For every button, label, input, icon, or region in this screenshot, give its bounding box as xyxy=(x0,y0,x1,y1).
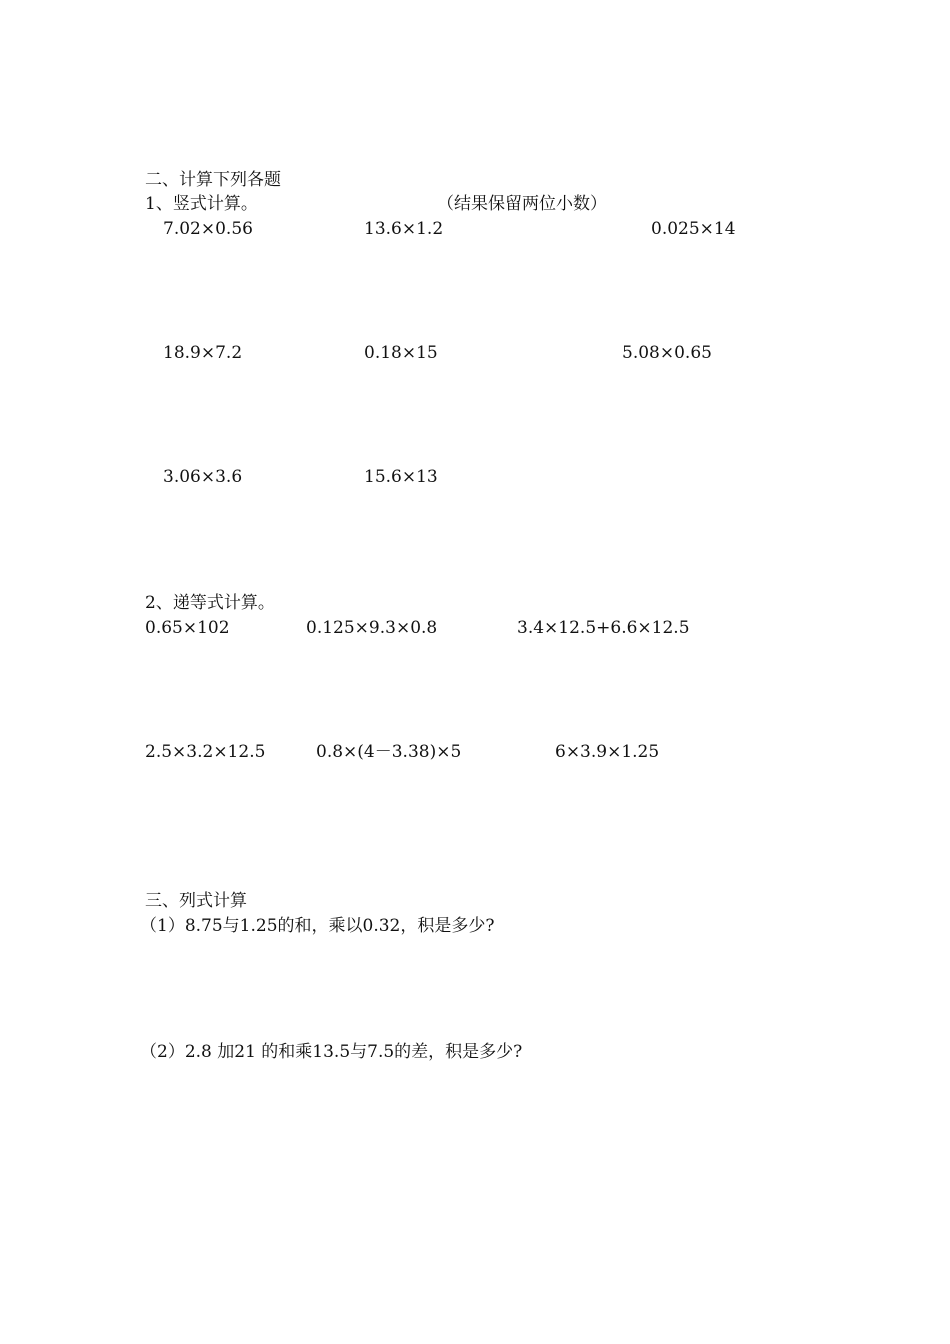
part-1-heading: 1、竖式计算。 xyxy=(145,194,258,214)
step-calc-problem: 0.65×102 xyxy=(145,618,230,638)
step-calc-problem: 6×3.9×1.25 xyxy=(555,742,660,762)
vertical-calc-problem: 15.6×13 xyxy=(364,467,438,487)
section-2-heading: 二、计算下列各题 xyxy=(145,170,281,190)
part-1-note: （结果保留两位小数） xyxy=(437,194,607,214)
step-calc-problem: 3.4×12.5+6.6×12.5 xyxy=(517,618,690,638)
part-2-heading: 2、递等式计算。 xyxy=(145,593,275,613)
section-3-heading: 三、列式计算 xyxy=(145,891,247,911)
vertical-calc-problem: 0.18×15 xyxy=(364,343,438,363)
vertical-calc-problem: 0.025×14 xyxy=(651,219,736,239)
vertical-calc-problem: 18.9×7.2 xyxy=(163,343,243,363)
vertical-calc-problem: 5.08×0.65 xyxy=(622,343,712,363)
step-calc-problem: 0.125×9.3×0.8 xyxy=(306,618,438,638)
vertical-calc-problem: 13.6×1.2 xyxy=(364,219,444,239)
step-calc-problem: 2.5×3.2×12.5 xyxy=(145,742,266,762)
vertical-calc-problem: 3.06×3.6 xyxy=(163,467,243,487)
step-calc-problem: 0.8×(4－3.38)×5 xyxy=(316,742,462,762)
word-problem: （2）2.8 加21 的和乘13.5与7.5的差，积是多少? xyxy=(140,1042,523,1062)
vertical-calc-problem: 7.02×0.56 xyxy=(163,219,253,239)
word-problem: （1）8.75与1.25的和，乘以0.32，积是多少? xyxy=(140,916,495,936)
